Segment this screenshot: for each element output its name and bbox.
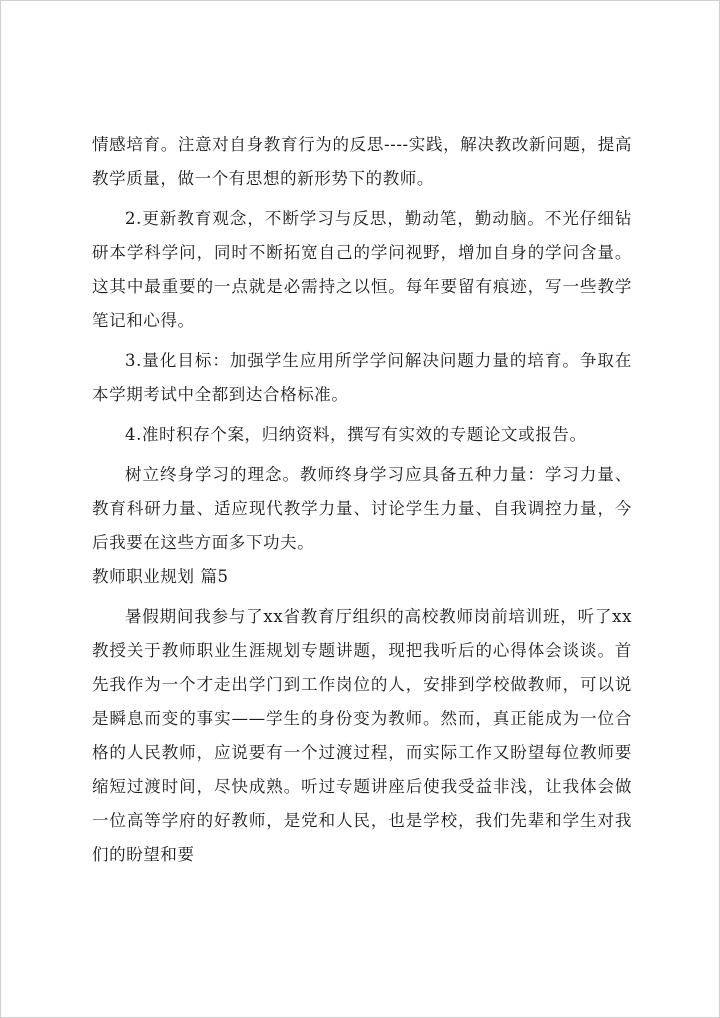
paragraph-item-2: 2.更新教育观念，不断学习与反思，勤动笔，勤动脑。不光仔细钻研本学科学问，同时不断拓宽自己的学问视野，增加自身的学问含量。这其中最重要的一点就是必需持之以恒。每年要留有痕迹，写一些教学笔记和心得。 bbox=[92, 209, 632, 330]
paragraph-lifelong-learning: 树立终身学习的理念。教师终身学习应具备五种力量：学习力量、教育科研力量、适应现代教学力量、讨论学生力量、自我调控力量，今后我要在这些方面多下功夫。 bbox=[92, 465, 632, 552]
paragraph-continuation: 情感培育。注意对自身教育行为的反思----实践，解决教改新问题，提高教学质量，做一个有思想的新形势下的教师。 bbox=[92, 135, 632, 188]
paragraph-item-4: 4.准时积存个案，归纳资料，撰写有实效的专题论文或报告。 bbox=[125, 425, 587, 444]
section-heading: 教师职业规划 篇5 bbox=[92, 567, 229, 586]
paragraph-training-reflection: 暑假期间我参与了xx省教育厅组织的高校教师岗前培训班，听了xx教授关于教师职业生涯规划专题讲题，现把我听后的心得体会谈谈。首先我作为一个才走出学门到工作岗位的人，安排到学校做教师，可以说是瞬息而变的事实——学生的身份变为教师。然而，真正能成为一位合格的人民教师，应说要有一个过渡过程，而实际工作又盼望每位教师要缩短过渡时间，尽快成熟。听过专题讲座后使我受益非浅，让我体会做一位高等学府的好教师，是党和人民，也是学校，我们先辈和学生对我们的盼望和要 bbox=[92, 607, 632, 864]
paragraph-item-3: 3.量化目标：加强学生应用所学学问解决问题力量的培育。争取在本学期考试中全都到达合格标准。 bbox=[92, 351, 632, 404]
document-body bbox=[92, 128, 632, 872]
